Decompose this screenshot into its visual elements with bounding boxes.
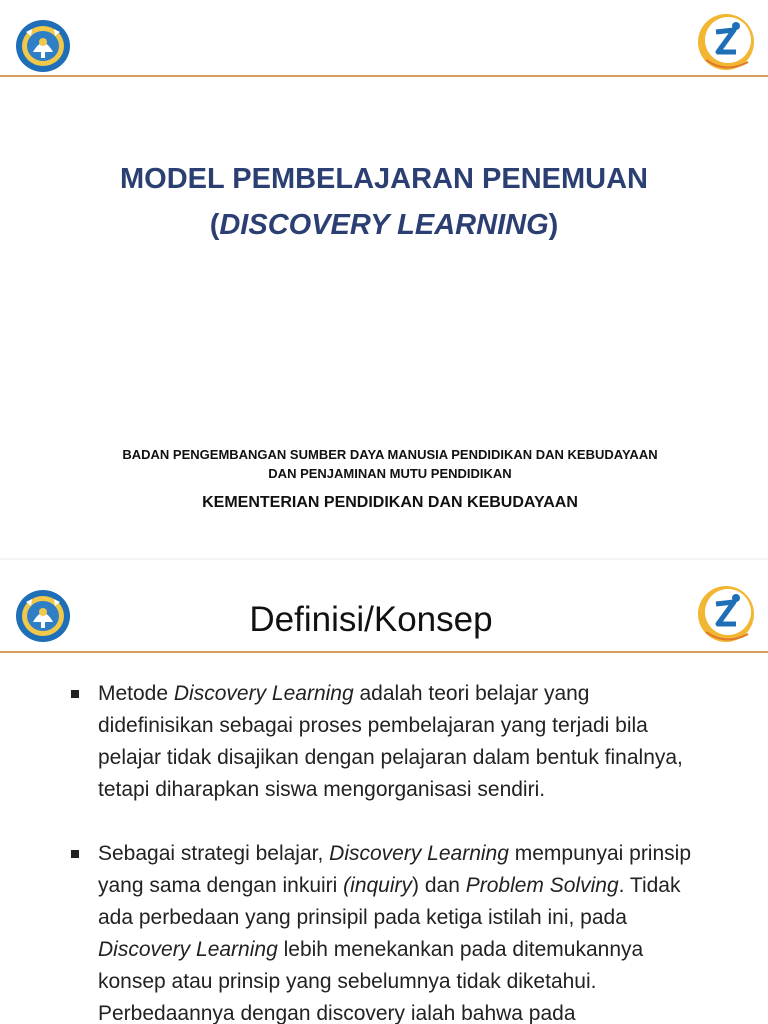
- tut-wuri-handayani-emblem-icon: [14, 18, 72, 74]
- bullet-square-icon: [71, 690, 79, 698]
- agency-name: BADAN PENGEMBANGAN SUMBER DAYA MANUSIA PENDIDIKAN DAN KEBUDAYAAN DAN PENJAMINAN MUTU PENDIDIKAN: [122, 447, 658, 481]
- title-line-1: MODEL PEMBELAJARAN PENEMUAN: [120, 163, 648, 195]
- page-title: [0, 156, 768, 248]
- bullet-list: [70, 678, 710, 1024]
- header-rule: [0, 651, 768, 653]
- definition-slide: [0, 560, 768, 1024]
- slide-heading: Definisi/Konsep: [249, 600, 493, 639]
- title-line-2: (DISCOVERY LEARNING): [209, 209, 559, 241]
- kurikulum-2013-logo-icon: [696, 12, 756, 74]
- bullet-square-icon: [71, 850, 79, 858]
- list-item: Metode Discovery Learning adalah teori belajar yang didefinisikan sebagai proses pembelajaran yang terjadi bila pelajar tidak disajikan dengan pelajaran dalam bentuk finalnya, tetapi diharapkan siswa mengorganisasi sendiri.: [70, 678, 710, 806]
- list-item: Sebagai strategi belajar, Discovery Learning mempunyai prinsip yang sama dengan inkuiri (inquiry) dan Problem Solving. Tidak ada perbedaan yang prinsipil pada ketiga istilah ini, pada Discovery Learning lebih menekankan pada ditemukannya konsep atau prinsip yang sebelumnya tidak diketahui. Perbedaannya dengan discovery ialah bahwa pada: [70, 838, 710, 1024]
- header-rule: [0, 75, 768, 77]
- ministry-name: KEMENTERIAN PENDIDIKAN DAN KEBUDAYAAN: [202, 494, 578, 511]
